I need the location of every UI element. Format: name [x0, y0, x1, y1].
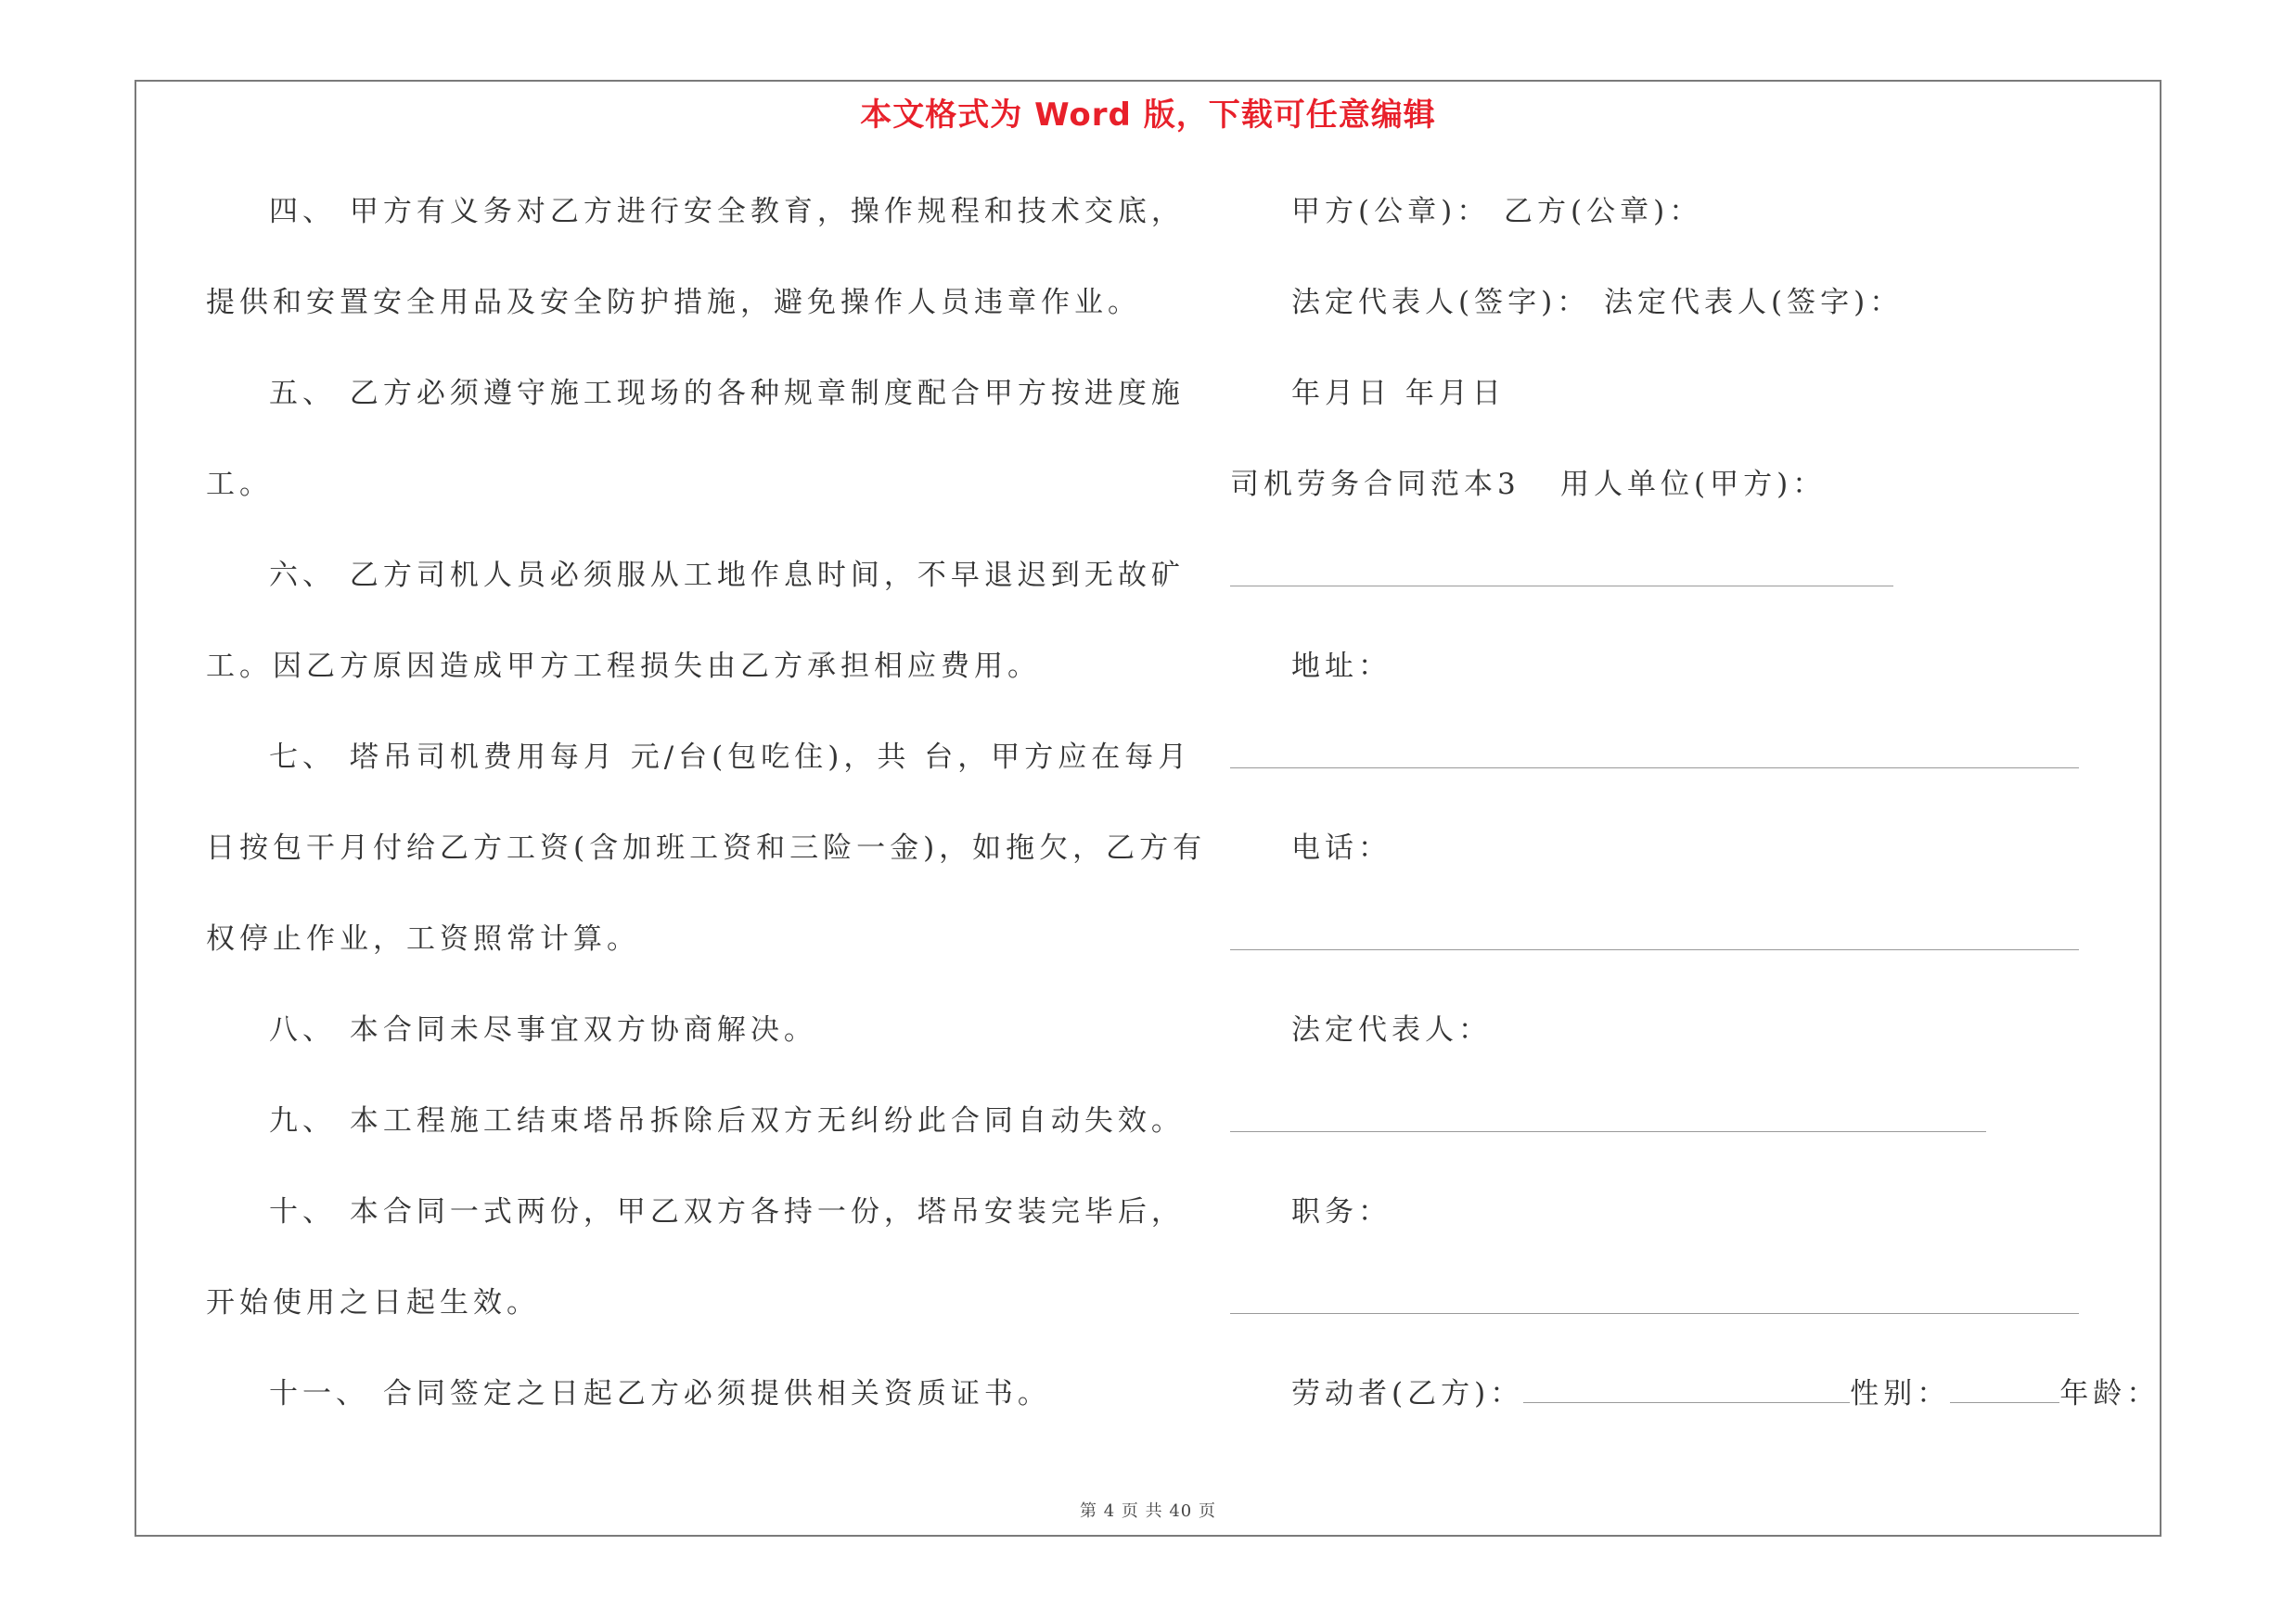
clause-10-line-1: 十、 本合同一式两份，甲乙双方各持一份，塔吊安装完毕后，: [269, 1195, 1185, 1229]
clause-6-line-1: 六、 乙方司机人员必须服从工地作息时间，不早退迟到无故矿: [269, 559, 1185, 592]
position-label: 职务：: [1291, 1195, 1392, 1229]
date-line: 年月日 年月日: [1291, 377, 1506, 410]
gender-label: 性别：: [1850, 1377, 1951, 1410]
legal-rep-blank[interactable]: [1230, 1131, 1986, 1132]
legal-rep-signature-line: 法定代表人(签字)： 法定代表人(签字)：: [1291, 286, 1904, 319]
worker-line: [1291, 1375, 2160, 1412]
clause-5-line-2: 工。: [206, 468, 273, 501]
clause-7-line-1: 七、 塔吊司机费用每月 元/台(包吃住)，共 台，甲方应在每月: [269, 741, 1192, 774]
legal-rep-label: 法定代表人：: [1291, 1013, 1492, 1047]
page-footer: 第 4 页 共 40 页: [1080, 1501, 1216, 1521]
clause-10-line-2: 开始使用之日起生效。: [206, 1286, 540, 1320]
phone-label: 电话：: [1291, 831, 1392, 865]
clause-8: 八、 本合同未尽事宜双方协商解决。: [269, 1013, 817, 1047]
worker-label: 劳动者(乙方)：: [1291, 1377, 1524, 1410]
worker-name-blank[interactable]: [1523, 1376, 1850, 1403]
clause-4-line-2: 提供和安置安全用品及安全防护措施，避免操作人员违章作业。: [206, 286, 1141, 319]
age-label: 年龄：: [2059, 1377, 2161, 1410]
clause-7-line-2: 日按包干月付给乙方工资(含加班工资和三险一金)，如拖欠，乙方有: [206, 831, 1207, 865]
gender-blank[interactable]: [1950, 1376, 2059, 1403]
sample-title: 司机劳务合同范本3: [1230, 468, 1520, 501]
clause-4-line-1: 四、 甲方有义务对乙方进行安全教育，操作规程和技术交底，: [269, 195, 1185, 228]
clause-6-line-2: 工。因乙方原因造成甲方工程损失由乙方承担相应费用。: [206, 650, 1041, 683]
position-blank[interactable]: [1230, 1313, 2079, 1314]
word-format-banner: 本文格式为 Word 版，下载可任意编辑: [860, 97, 1436, 134]
clause-5-line-1: 五、 乙方必须遵守施工现场的各种规章制度配合甲方按进度施: [269, 377, 1185, 410]
clause-9: 九、 本工程施工结束塔吊拆除后双方无纠纷此合同自动失效。: [269, 1104, 1185, 1138]
clause-7-line-3: 权停止作业，工资照常计算。: [206, 922, 640, 956]
party-seal-line: 甲方(公章)： 乙方(公章)：: [1291, 195, 1703, 228]
address-label: 地址：: [1291, 650, 1392, 683]
employer-label: 用人单位(甲方)：: [1560, 468, 1827, 501]
address-blank[interactable]: [1230, 767, 2079, 768]
clause-11: 十一、 合同签定之日起乙方必须提供相关资质证书。: [269, 1377, 1051, 1410]
phone-blank[interactable]: [1230, 949, 2079, 950]
